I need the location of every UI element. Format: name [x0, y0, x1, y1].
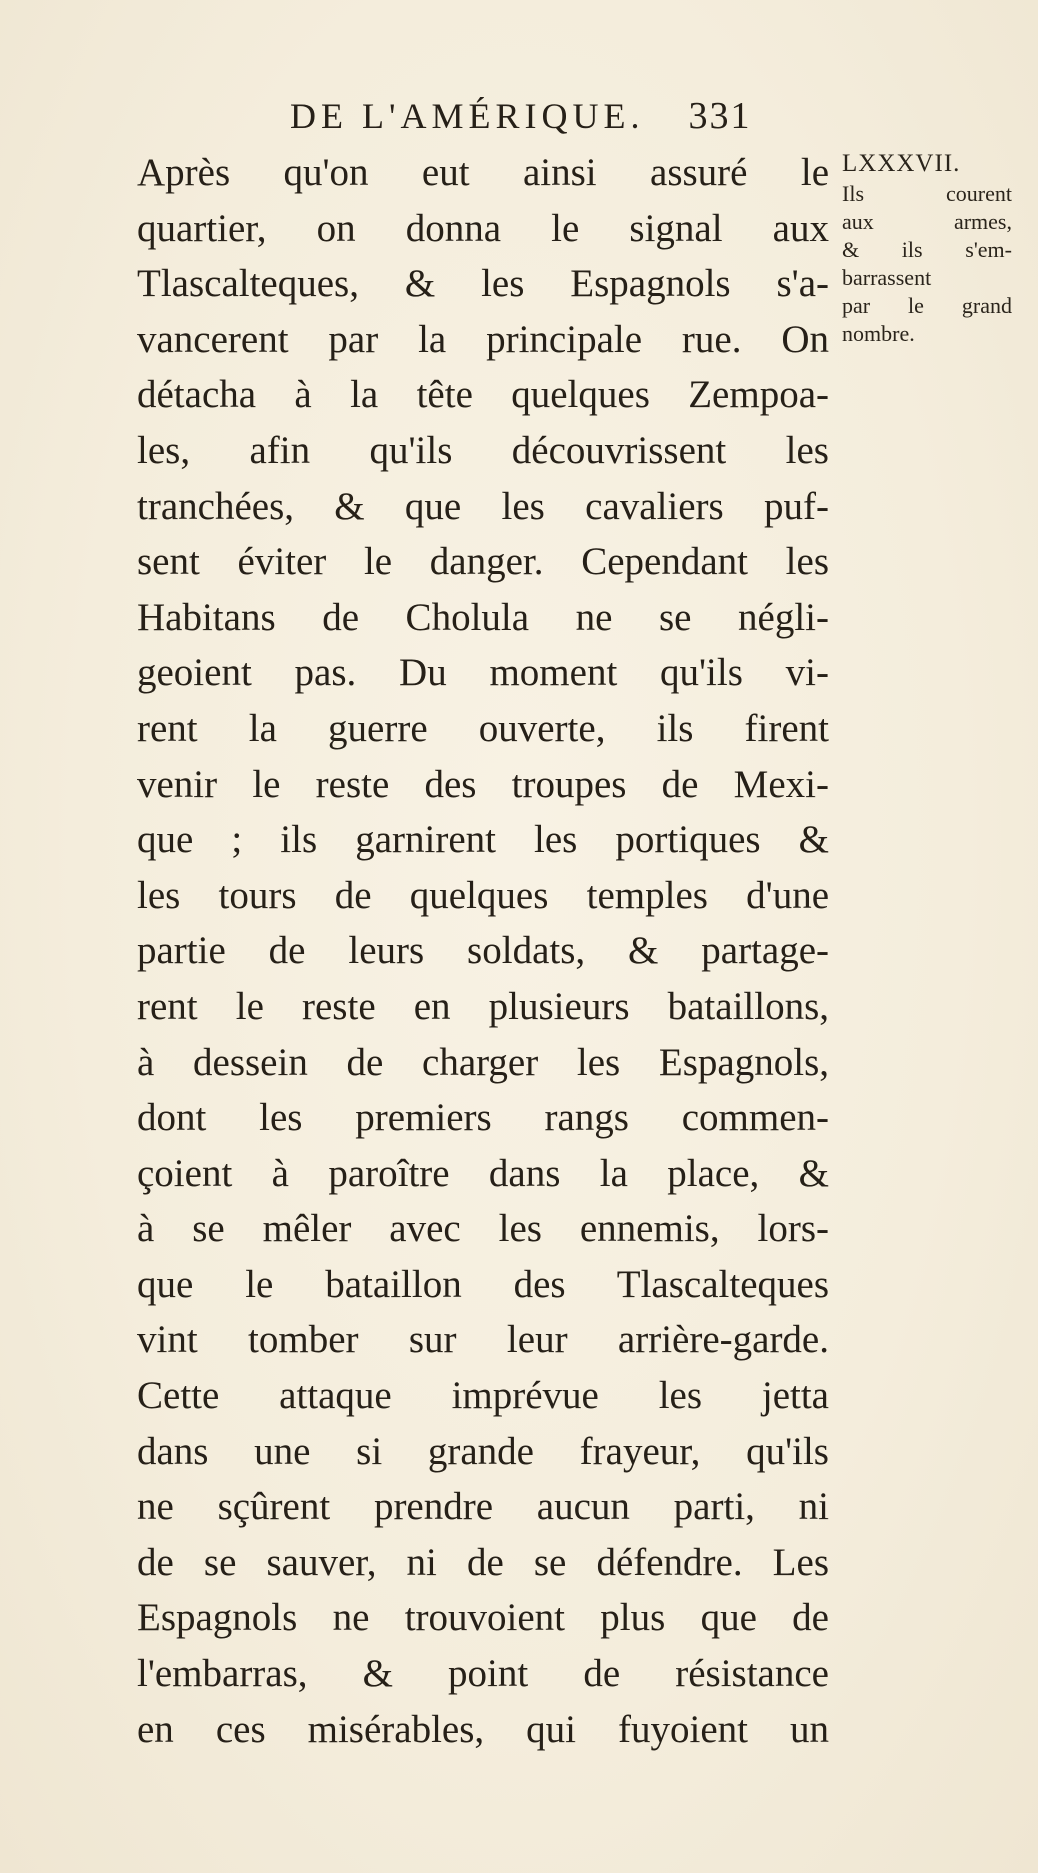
text-line: dont les premiers rangs commen-: [137, 1096, 829, 1140]
text-line: les, afin qu'ils découvrissent les: [137, 428, 829, 472]
text-line: détacha à la tête quelques Zempoa-: [137, 373, 829, 417]
text-line: Espagnols ne trouvoient plus que de: [137, 1596, 829, 1640]
text-line: vancerent par la principale rue. On: [137, 317, 829, 361]
text-line: partie de leurs soldats, & partage-: [137, 929, 829, 973]
text-line: de se sauver, ni de se défendre. Les: [137, 1540, 829, 1584]
text-line: sent éviter le danger. Cependant les: [137, 540, 829, 584]
text-line: Cette attaque imprévue les jetta: [137, 1374, 829, 1418]
text-line: Après qu'on eut ainsi assuré le: [137, 151, 829, 194]
margin-note-line: nombre.: [842, 321, 915, 346]
margin-note-line: Ils courent: [842, 181, 1012, 206]
text-line: l'embarras, & point de résistance: [137, 1652, 829, 1696]
text-line: à dessein de charger les Espagnols,: [137, 1040, 829, 1084]
text-line: que le bataillon des Tlascalteques: [137, 1262, 829, 1306]
text-line: venir le reste des troupes de Mexi-: [137, 762, 829, 806]
margin-note-line: barrassent: [842, 265, 932, 290]
body-text: [137, 145, 829, 1757]
text-line: rent le reste en plusieurs bataillons,: [137, 984, 829, 1028]
margin-note-line: par le grand: [842, 293, 1012, 318]
margin-note-line: aux armes,: [842, 209, 1012, 234]
text-line: vint tomber sur leur arrière-garde.: [137, 1318, 829, 1362]
page-header: [290, 94, 751, 142]
text-line: à se mêler avec les ennemis, lors-: [137, 1207, 829, 1251]
text-line: en ces misérables, qui fuyoient un: [137, 1707, 829, 1751]
page-number: 331: [688, 95, 752, 137]
margin-note-line: & ils s'em-: [842, 237, 1012, 262]
text-line: Tlascalteques, & les Espagnols s'a-: [137, 262, 829, 306]
text-line: que ; ils garnirent les portiques &: [137, 818, 829, 862]
text-line: ne sçûrent prendre aucun parti, ni: [137, 1485, 829, 1529]
text-line: geoient pas. Du moment qu'ils vi-: [137, 651, 829, 695]
text-line: çoient à paroître dans la place, &: [137, 1151, 829, 1195]
text-line: tranchées, & que les cavaliers puf-: [137, 484, 829, 528]
text-line: Habitans de Cholula ne se négli-: [137, 595, 829, 639]
margin-note: [842, 150, 1012, 348]
chapter-numeral: LXXXVII.: [842, 150, 961, 177]
text-line: quartier, on donna le signal aux: [137, 206, 829, 250]
text-line: rent la guerre ouverte, ils firent: [137, 706, 829, 750]
running-head: DE L'AMÉRIQUE.: [290, 96, 645, 136]
text-line: les tours de quelques temples d'une: [137, 873, 829, 917]
text-line: dans une si grande frayeur, qu'ils: [137, 1429, 829, 1473]
